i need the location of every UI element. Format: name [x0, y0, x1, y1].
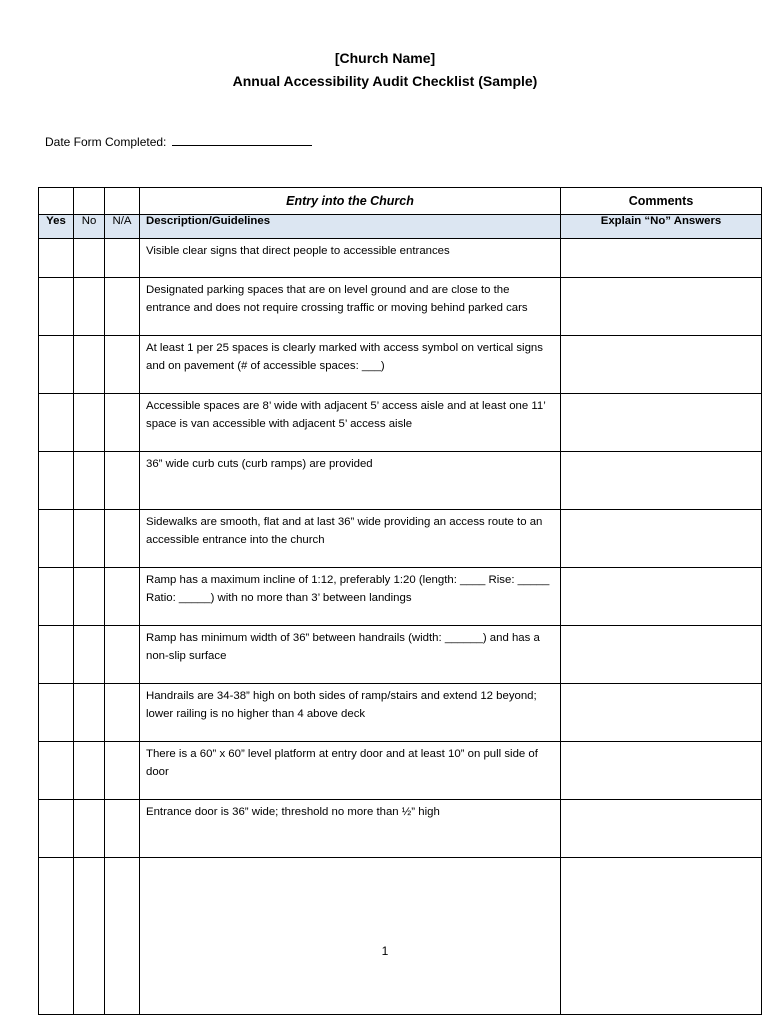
yes-check-cell[interactable]	[39, 394, 74, 452]
description-cell: Visible clear signs that direct people to accessible entrances	[140, 239, 561, 278]
yes-check-cell[interactable]	[39, 336, 74, 394]
yes-check-cell[interactable]	[39, 278, 74, 336]
no-check-cell[interactable]	[74, 278, 105, 336]
table-section-header-row	[39, 188, 762, 215]
date-label: Date Form Completed:	[45, 135, 167, 149]
description-cell: Designated parking spaces that are on level ground and are close to the entrance and does not require crossing traffic or moving behind parked cars	[140, 278, 561, 336]
comments-cell[interactable]	[561, 510, 762, 568]
yes-check-cell[interactable]	[39, 452, 74, 510]
column-header-description: Description/Guidelines	[140, 215, 561, 239]
comments-cell[interactable]	[561, 684, 762, 742]
column-header-yes: Yes	[39, 215, 74, 239]
empty-table-row	[39, 858, 762, 1015]
comments-cell[interactable]	[561, 626, 762, 684]
no-check-cell[interactable]	[74, 394, 105, 452]
description-cell: Handrails are 34-38” high on both sides of ramp/stairs and extend 12 beyond; lower railing is no higher than 4 above deck	[140, 684, 561, 742]
description-cell: Accessible spaces are 8’ wide with adjacent 5’ access aisle and at least one 11’ space is van accessible with adjacent 5’ access aisle	[140, 394, 561, 452]
yes-check-cell[interactable]	[39, 568, 74, 626]
comments-cell[interactable]	[561, 742, 762, 800]
no-check-cell[interactable]	[74, 239, 105, 278]
comments-cell[interactable]	[561, 452, 762, 510]
na-check-cell[interactable]	[105, 394, 140, 452]
description-cell[interactable]	[140, 858, 561, 1015]
table-row	[39, 684, 762, 742]
no-check-cell[interactable]	[74, 742, 105, 800]
na-check-cell[interactable]	[105, 568, 140, 626]
table-row	[39, 510, 762, 568]
comments-cell[interactable]	[561, 394, 762, 452]
table-column-header-row	[39, 215, 762, 239]
na-check-cell[interactable]	[105, 278, 140, 336]
table-row	[39, 568, 762, 626]
description-cell: Sidewalks are smooth, flat and at last 36” wide providing an access route to an accessible entrance into the church	[140, 510, 561, 568]
description-cell: Ramp has a maximum incline of 1:12, preferably 1:20 (length: ____ Rise: _____ Ratio: _____) with no more than 3’ between landings	[140, 568, 561, 626]
na-check-cell[interactable]	[105, 684, 140, 742]
na-check-cell[interactable]	[105, 510, 140, 568]
document-title: Annual Accessibility Audit Checklist (Sample)	[232, 73, 538, 89]
blank-header-cell	[39, 188, 74, 215]
na-check-cell[interactable]	[105, 452, 140, 510]
yes-check-cell[interactable]	[39, 239, 74, 278]
no-check-cell[interactable]	[74, 452, 105, 510]
section-title: Entry into the Church	[140, 188, 561, 215]
comments-cell[interactable]	[561, 239, 762, 278]
description-cell: At least 1 per 25 spaces is clearly marked with access symbol on vertical signs and on pavement (# of accessible spaces: ___)	[140, 336, 561, 394]
blank-header-cell	[105, 188, 140, 215]
na-check-cell[interactable]	[105, 858, 140, 1015]
no-check-cell[interactable]	[74, 626, 105, 684]
column-header-na: N/A	[105, 215, 140, 239]
na-check-cell[interactable]	[105, 626, 140, 684]
description-cell: 36” wide curb cuts (curb ramps) are provided	[140, 452, 561, 510]
blank-header-cell	[74, 188, 105, 215]
comments-cell[interactable]	[561, 336, 762, 394]
table-row	[39, 394, 762, 452]
no-check-cell[interactable]	[74, 800, 105, 858]
column-header-no: No	[74, 215, 105, 239]
yes-check-cell[interactable]	[39, 510, 74, 568]
comments-cell[interactable]	[561, 278, 762, 336]
date-completed-line	[45, 134, 312, 149]
comments-cell[interactable]	[561, 858, 762, 1015]
no-check-cell[interactable]	[74, 858, 105, 1015]
na-check-cell[interactable]	[105, 742, 140, 800]
yes-check-cell[interactable]	[39, 684, 74, 742]
date-blank-field[interactable]	[172, 134, 312, 146]
table-row	[39, 239, 762, 278]
no-check-cell[interactable]	[74, 336, 105, 394]
table-row	[39, 336, 762, 394]
na-check-cell[interactable]	[105, 800, 140, 858]
page-number: 1	[381, 944, 389, 958]
yes-check-cell[interactable]	[39, 626, 74, 684]
yes-check-cell[interactable]	[39, 858, 74, 1015]
no-check-cell[interactable]	[74, 684, 105, 742]
table-row	[39, 742, 762, 800]
yes-check-cell[interactable]	[39, 800, 74, 858]
description-cell: Entrance door is 36” wide; threshold no more than ½” high	[140, 800, 561, 858]
table-row	[39, 278, 762, 336]
na-check-cell[interactable]	[105, 336, 140, 394]
description-cell: There is a 60” x 60” level platform at entry door and at least 10” on pull side of door	[140, 742, 561, 800]
na-check-cell[interactable]	[105, 239, 140, 278]
comments-title: Comments	[561, 188, 762, 215]
column-header-comments: Explain “No” Answers	[561, 215, 762, 239]
table-row	[39, 452, 762, 510]
table-row	[39, 800, 762, 858]
comments-cell[interactable]	[561, 800, 762, 858]
no-check-cell[interactable]	[74, 568, 105, 626]
table-row	[39, 626, 762, 684]
description-cell: Ramp has minimum width of 36” between handrails (width: ______) and has a non-slip surface	[140, 626, 561, 684]
audit-checklist-table	[38, 187, 762, 1015]
comments-cell[interactable]	[561, 568, 762, 626]
church-name: [Church Name]	[334, 50, 436, 66]
no-check-cell[interactable]	[74, 510, 105, 568]
yes-check-cell[interactable]	[39, 742, 74, 800]
